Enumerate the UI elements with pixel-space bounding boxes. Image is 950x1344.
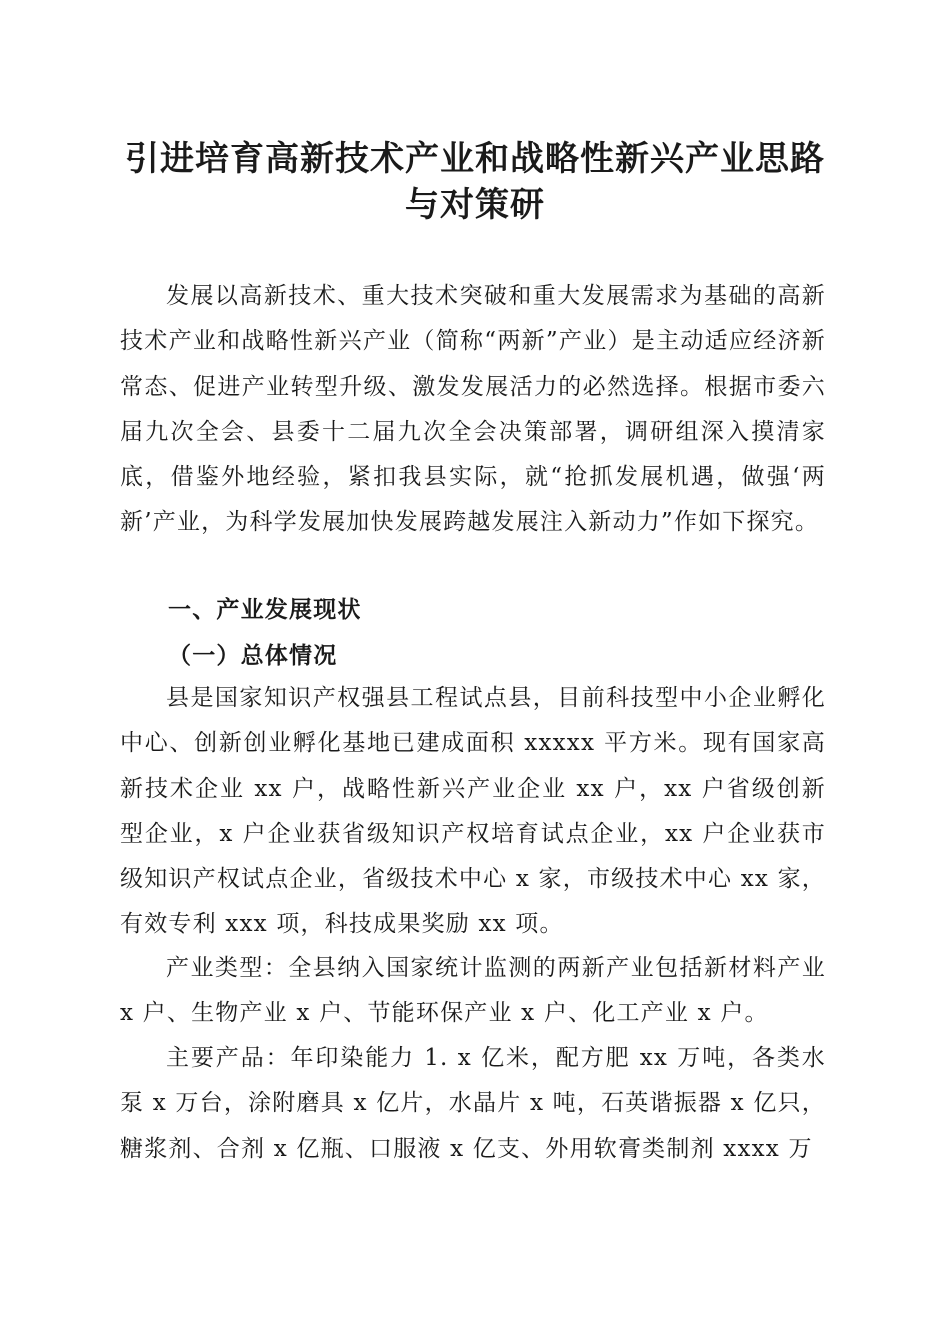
- document-title-line-1: 引进培育高新技术产业和战略性新兴产业思路: [125, 139, 825, 179]
- main-products-paragraph: 主要产品：年印染能力 1. x 亿米，配方肥 xx 万吨，各类水泵 x 万台，涂附磨具 x 亿片，水晶片 x 吨，石英谐振器 x 亿只，糖浆剂、合剂 x 亿瓶、口服液 x 亿支、外用软膏类制剂 xxxx 万: [120, 1045, 826, 1162]
- overview-paragraph: 县是国家知识产权强县工程试点县，目前科技型中小企业孵化中心、创新创业孵化基地已建成面积 xxxxx 平方米。现有国家高新技术企业 xx 户，战略性新兴产业企业 xx 户，xx 户省级创新型企业，x 户企业获省级知识产权培育试点企业，xx 户企业获市级知识产权试点企业，省级技术中心 x 家，市级技术中心 xx 家，有效专利 xxx 项，科技成果奖励 xx 项。: [120, 685, 826, 938]
- subsection-heading-1: （一）总体情况: [168, 642, 338, 669]
- section-heading-1: 一、产业发展现状: [168, 597, 362, 623]
- document-title-line-2: 与对策研: [405, 185, 545, 225]
- intro-paragraph: 发展以高新技术、重大技术突破和重大发展需求为基础的高新技术产业和战略性新兴产业（简称“两新”产业）是主动适应经济新常态、促进产业转型升级、激发发展活力的必然选择。根据市委六届九次全会、县委十二届九次全会决策部署，调研组深入摸清家底，借鉴外地经验，紧扣我县实际，就“抢抓发展机遇，做强‘两新’产业，为科学发展加快发展跨越发展注入新动力”作如下探究。: [120, 283, 826, 536]
- industry-types-paragraph: 产业类型：全县纳入国家统计监测的两新产业包括新材料产业 x 户、生物产业 x 户、节能环保产业 x 户、化工产业 x 户。: [120, 955, 826, 1027]
